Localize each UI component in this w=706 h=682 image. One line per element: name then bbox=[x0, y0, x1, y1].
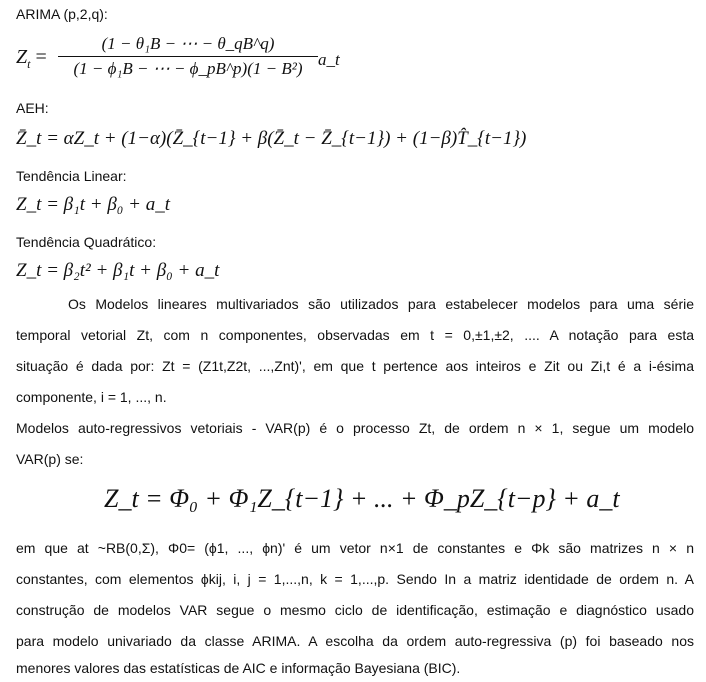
equation-var: Z_t = Φ₀ + Φ₁Z_{t−1} + ... + Φ_pZ_{t−p} + a_t bbox=[104, 484, 620, 513]
arima-lhs-sub: t bbox=[27, 57, 31, 71]
paragraph3-line1: em que at ~RB(0,Σ), Φ0= (ϕ1, ..., ϕn)' é um vetor n×1 de constantes e Φk são matrizes n × n bbox=[16, 540, 694, 556]
paragraph2-line1: Modelos auto-regressivos vetoriais - VAR(p) é o processo Zt, de ordem n × 1, segue um modelo bbox=[16, 420, 694, 436]
paragraph3-line5: menores valores das estatísticas de AIC e informação Bayesiana (BIC). bbox=[16, 660, 461, 676]
equation-quadratic: Z_t = β₂t² + β₁t + β₀ + a_t bbox=[16, 260, 220, 281]
arima-denominator: (1 − ϕ₁B − ⋯ − ϕ_pB^p)(1 − B²) bbox=[73, 59, 303, 78]
fraction-bar bbox=[58, 56, 318, 57]
equation-arima-fraction bbox=[58, 34, 318, 79]
label-aeh: AEH: bbox=[16, 100, 49, 116]
paragraph3-line3: construção de modelos VAR segue o mesmo ciclo de identificação, estimação e diagnóstico usado bbox=[16, 602, 694, 618]
arima-equals: = bbox=[35, 46, 47, 68]
paragraph2-line2: VAR(p) se: bbox=[16, 451, 84, 467]
label-linear: Tendência Linear: bbox=[16, 168, 127, 184]
label-quadratic: Tendência Quadrático: bbox=[16, 234, 157, 250]
paragraph1-line3: situação é dada por: Zt = (Z1t,Z2t, ...,Znt)', em que t pertence aos inteiros e Zit ou Zi,t é a i-ésima bbox=[16, 358, 694, 374]
equation-arima-lhs bbox=[16, 46, 47, 72]
arima-numerator: (1 − θ₁B − ⋯ − θ_qB^q) bbox=[101, 34, 275, 53]
paragraph3-line4: para modelo univariado da classe ARIMA. A escolha da ordem auto-regressiva (p) foi baseado nos bbox=[16, 633, 694, 649]
paragraph1-line1: Os Modelos lineares multivariados são utilizados para estabelecer modelos para uma série bbox=[68, 296, 694, 312]
paragraph1-line2: temporal vetorial Zt, com n componentes, observadas em t = 0,±1,±2, .... A notação para esta bbox=[16, 327, 694, 343]
paragraph1-line4: componente, i = 1, ..., n. bbox=[16, 389, 167, 405]
arima-lhs-symbol: Z bbox=[16, 46, 28, 68]
arima-tail: a_t bbox=[318, 50, 340, 69]
paragraph3-line2: constantes, com elementos ϕkij, i, j = 1,...,n, k = 1,...,p. Sendo In a matriz identidade de ordem n. A bbox=[16, 571, 694, 587]
equation-aeh: Z̄_t = αZ_t + (1−α)(Z̄_{t−1} + β(Z̄_t − Z̄_{t−1}) + (1−β)T̂_{t−1}) bbox=[16, 128, 527, 149]
label-arima: ARIMA (p,2,q): bbox=[16, 6, 108, 22]
equation-linear: Z_t = β₁t + β₀ + a_t bbox=[16, 194, 171, 215]
